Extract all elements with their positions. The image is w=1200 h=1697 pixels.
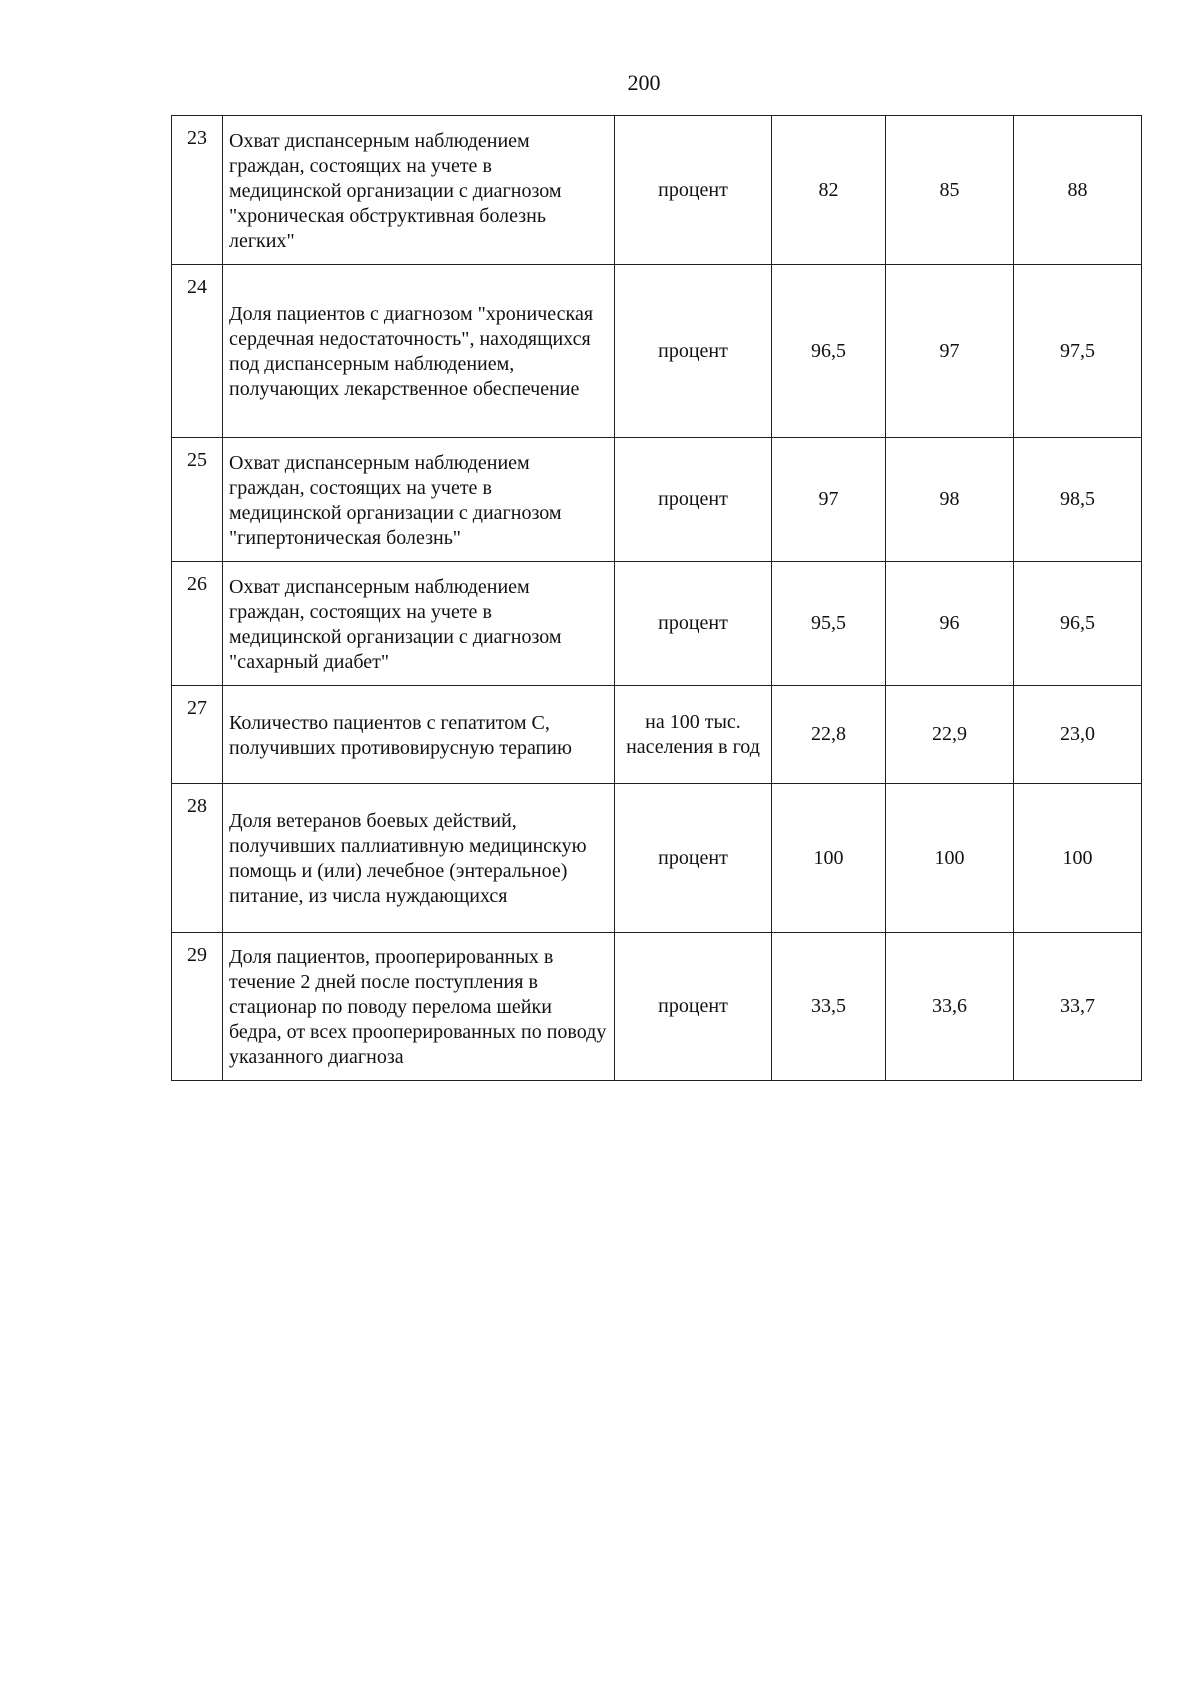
row-number: 29 [172, 933, 223, 1081]
value-3-cell: 100 [1014, 784, 1142, 933]
value-1-cell: 100 [772, 784, 886, 933]
value-3-cell: 88 [1014, 116, 1142, 265]
indicator-name: Доля ветеранов боевых действий, получивших паллиативную медицинскую помощь и (или) лечебное (энтеральное) питание, из числа нуждающихся [223, 784, 615, 933]
value-2-cell: 22,9 [886, 686, 1014, 784]
table-row [172, 686, 1142, 784]
indicator-name: Доля пациентов с диагнозом "хроническая сердечная недостаточность", находящихся под диспансерным наблюдением, получающих лекарственное обеспечение [223, 265, 615, 438]
row-number: 23 [172, 116, 223, 265]
row-number: 28 [172, 784, 223, 933]
page-number: 200 [627, 70, 661, 95]
unit-cell: процент [615, 116, 772, 265]
table-row [172, 562, 1142, 686]
value-2-cell: 85 [886, 116, 1014, 265]
unit-cell: процент [615, 562, 772, 686]
indicator-name: Охват диспансерным наблюдением граждан, состоящих на учете в медицинской организации с диагнозом "хроническая обструктивная болезнь легких" [223, 116, 615, 265]
value-2-cell: 98 [886, 438, 1014, 562]
value-2-cell: 96 [886, 562, 1014, 686]
value-3-cell: 33,7 [1014, 933, 1142, 1081]
indicator-name: Количество пациентов с гепатитом С, получивших противовирусную терапию [223, 686, 615, 784]
value-2-cell: 100 [886, 784, 1014, 933]
value-3-cell: 98,5 [1014, 438, 1142, 562]
unit-cell: процент [615, 784, 772, 933]
row-number: 27 [172, 686, 223, 784]
table-row [172, 438, 1142, 562]
unit-cell: на 100 тыс. населения в год [615, 686, 772, 784]
unit-cell: процент [615, 265, 772, 438]
value-2-cell: 33,6 [886, 933, 1014, 1081]
value-1-cell: 96,5 [772, 265, 886, 438]
indicator-name: Охват диспансерным наблюдением граждан, состоящих на учете в медицинской организации с диагнозом "гипертоническая болезнь" [223, 438, 615, 562]
indicator-name: Охват диспансерным наблюдением граждан, состоящих на учете в медицинской организации с диагнозом "сахарный диабет" [223, 562, 615, 686]
value-1-cell: 97 [772, 438, 886, 562]
unit-cell: процент [615, 933, 772, 1081]
value-1-cell: 82 [772, 116, 886, 265]
table-row [172, 265, 1142, 438]
table-row [172, 933, 1142, 1081]
value-3-cell: 23,0 [1014, 686, 1142, 784]
value-1-cell: 95,5 [772, 562, 886, 686]
row-number: 24 [172, 265, 223, 438]
indicators-table [171, 115, 1142, 1081]
value-1-cell: 22,8 [772, 686, 886, 784]
unit-cell: процент [615, 438, 772, 562]
row-number: 25 [172, 438, 223, 562]
value-2-cell: 97 [886, 265, 1014, 438]
row-number: 26 [172, 562, 223, 686]
value-3-cell: 96,5 [1014, 562, 1142, 686]
table-row [172, 784, 1142, 933]
table-row [172, 116, 1142, 265]
value-3-cell: 97,5 [1014, 265, 1142, 438]
indicator-name: Доля пациентов, прооперированных в течение 2 дней после поступления в стационар по поводу перелома шейки бедра, от всех прооперированных по поводу указанного диагноза [223, 933, 615, 1081]
value-1-cell: 33,5 [772, 933, 886, 1081]
